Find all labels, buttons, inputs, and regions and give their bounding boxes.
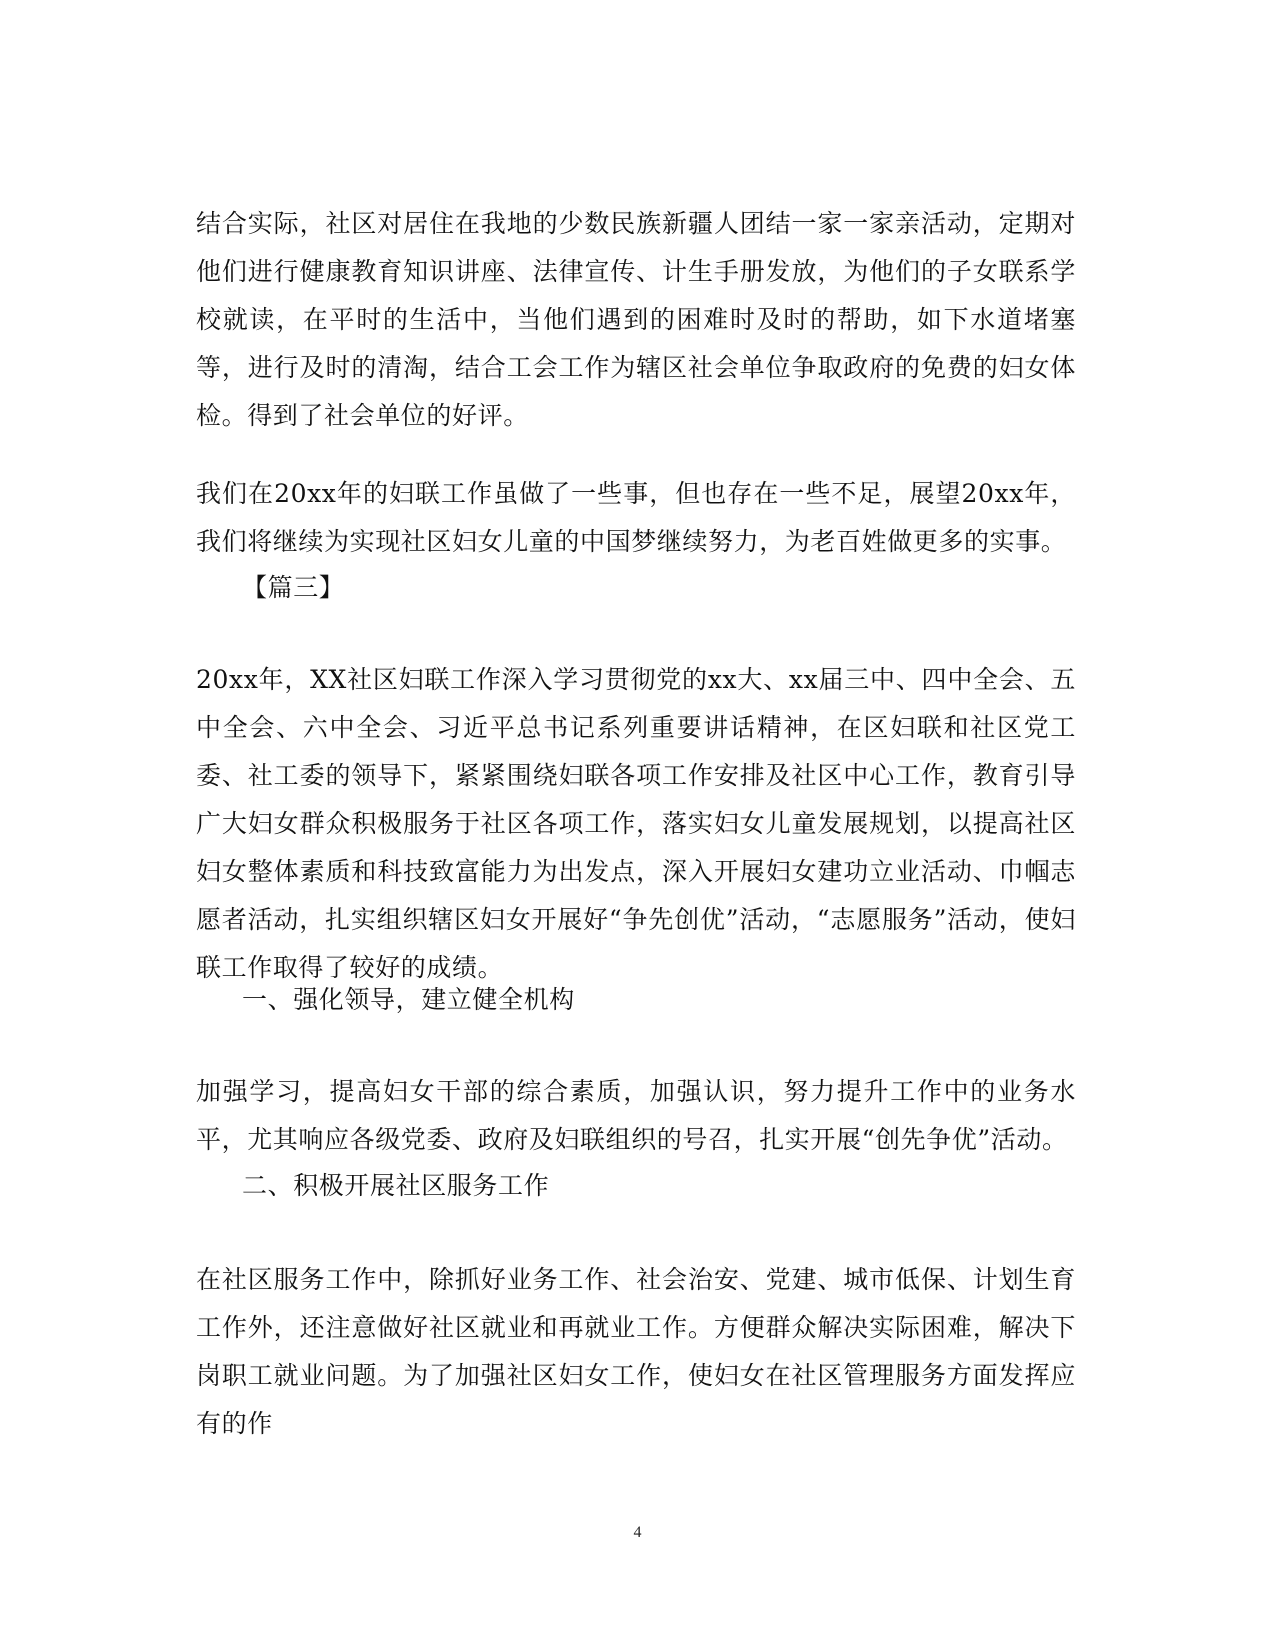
- subheading-community-service: 二、积极开展社区服务工作: [242, 1171, 550, 1200]
- paragraph-summary-outlook: 我们在20xx年的妇联工作虽做了一些事，但也存在一些不足，展望20xx年，我们将继续为实现社区妇女儿童的中国梦继续努力，为老百姓做更多的实事。: [196, 479, 1076, 556]
- paragraph-strengthen-study: 加强学习，提高妇女干部的综合素质，加强认识，努力提升工作中的业务水平，尤其响应各级党委、政府及妇联组织的号召，扎实开展“创先争优”活动。: [196, 1077, 1076, 1154]
- paragraph-community-service-work: 在社区服务工作中，除抓好业务工作、社会治安、党建、城市低保、计划生育工作外，还注意做好社区就业和再就业工作。方便群众解决实际困难，解决下岗职工就业问题。为了加强社区妇女工作，使妇女在社区管理服务方面发挥应有的作: [196, 1265, 1076, 1438]
- subheading-strengthen-leadership: 一、强化领导，建立健全机构: [242, 985, 575, 1014]
- paragraph-womens-federation-overview: 20xx年，XX社区妇联工作深入学习贯彻党的xx大、xx届三中、四中全会、五中全会、六中全会、习近平总书记系列重要讲话精神，在区妇联和社区党工委、社工委的领导下，紧紧围绕妇联各项工作安排及社区中心工作，教育引导广大妇女群众积极服务于社区各项工作，落实妇女儿童发展规划，以提高社区妇女整体素质和科技致富能力为出发点，深入开展妇女建功立业活动、巾帼志愿者活动，扎实组织辖区妇女开展好“争先创优”活动，“志愿服务”活动，使妇联工作取得了较好的成绩。: [196, 665, 1076, 982]
- paragraph-community-ethnic-work: 结合实际，社区对居住在我地的少数民族新疆人团结一家一家亲活动，定期对他们进行健康教育知识讲座、法律宣传、计生手册发放，为他们的子女联系学校就读，在平时的生活中，当他们遇到的困难时及时的帮助，如下水道堵塞等，进行及时的清淘，结合工会工作为辖区社会单位争取政府的免费的妇女体检。得到了社会单位的好评。: [196, 209, 1076, 430]
- section-heading-part-three: 【篇三】: [242, 573, 345, 602]
- page-number: 4: [633, 1524, 642, 1541]
